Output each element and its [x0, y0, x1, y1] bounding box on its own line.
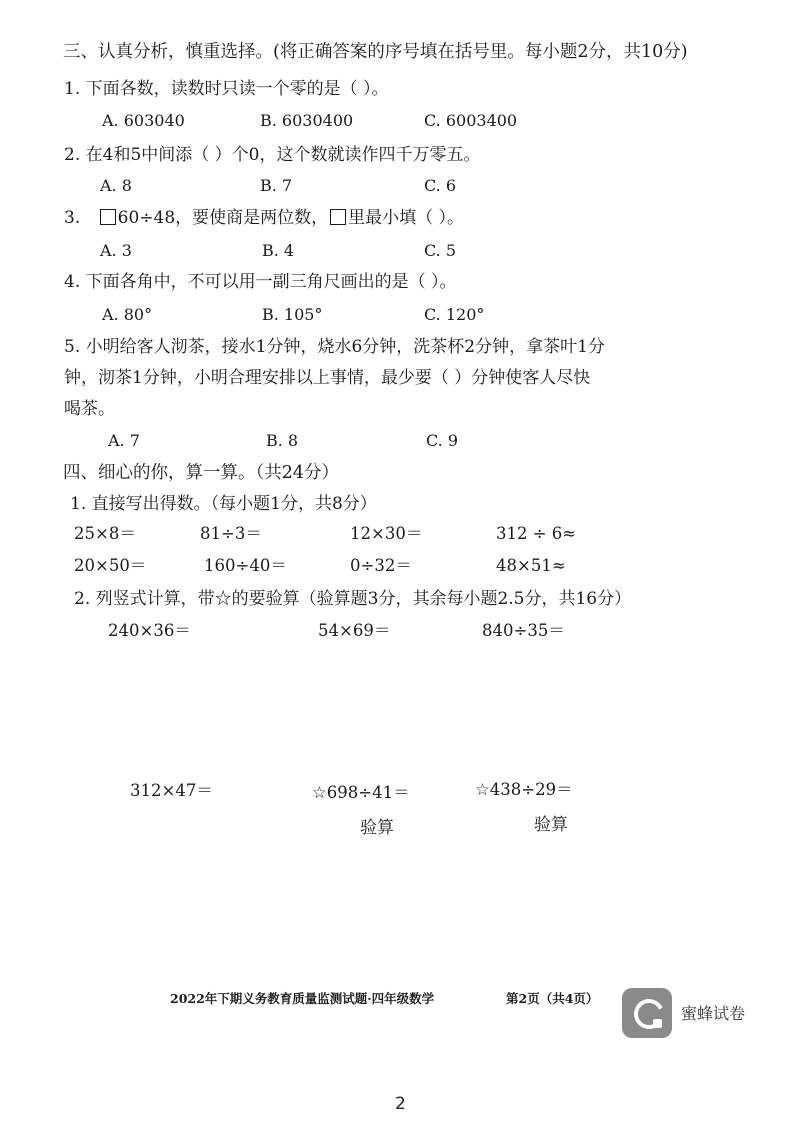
q4-option-b: B. 105° — [262, 305, 323, 324]
q1-text: 1. 下面各数，读数时只读一个零的是（ ）。 — [64, 79, 389, 99]
q5-option-b: B. 8 — [266, 431, 299, 450]
q2-text: 2. 在4和5中间添（ ）个0，这个数就读作四千万零五。 — [64, 145, 481, 165]
section4-part1-title: 1. 直接写出得数。（每小题1分，共8分） — [70, 494, 377, 514]
footer-exam-title: 2022年下期义务教育质量监测试题·四年级数学 — [170, 991, 435, 1006]
vertical-calc-6: ☆438÷29＝ — [475, 780, 573, 799]
q5-option-c: C. 9 — [426, 431, 459, 450]
q5-line1: 5. 小明给客人沏茶，接水1分钟，烧水6分钟，洗茶杯2分钟，拿茶叶1分 — [64, 337, 605, 357]
q1-option-a: A. 603040 — [102, 111, 185, 130]
check-label-2: 验算 — [534, 815, 568, 835]
page-number: 2 — [395, 1094, 406, 1114]
vertical-calc-4: 312×47＝ — [130, 781, 213, 800]
q2-option-c: C. 6 — [424, 176, 457, 195]
brand-logo-icon — [622, 988, 672, 1038]
q5-option-a: A. 7 — [108, 431, 140, 450]
section4-heading: 四、细心的你，算一算。（共24分） — [63, 463, 340, 483]
oral-calc-7: 0÷32＝ — [350, 556, 412, 575]
vertical-calc-3: 840÷35＝ — [482, 621, 565, 640]
oral-calc-6: 160÷40＝ — [204, 556, 287, 575]
q3-number: 3. — [64, 208, 81, 228]
q1-option-c: C. 6003400 — [424, 111, 518, 130]
q3-text-part2: 里最小填（ ）。 — [348, 208, 465, 228]
oral-calc-1: 25×8＝ — [74, 524, 136, 543]
q3-option-a: A. 3 — [100, 241, 132, 260]
oral-calc-8: 48×51≈ — [496, 556, 566, 575]
vertical-calc-5: ☆698÷41＝ — [312, 783, 410, 802]
blank-box-icon — [100, 209, 116, 225]
vertical-calc-1: 240×36＝ — [108, 621, 191, 640]
q3-option-c: C. 5 — [424, 241, 457, 260]
check-label-1: 验算 — [360, 818, 394, 838]
q1-option-b: B. 6030400 — [260, 111, 354, 130]
section3-heading: 三、认真分析，慎重选择。(将正确答案的序号填在括号里。每小题2分，共10分) — [63, 42, 688, 62]
section4-part2-title: 2. 列竖式计算，带☆的要验算（验算题3分，其余每小题2.5分，共16分） — [74, 589, 632, 609]
oral-calc-3: 12×30＝ — [350, 524, 423, 543]
q3-text-part1: 60÷48，要使商是两位数， — [117, 208, 329, 228]
q4-option-a: A. 80° — [102, 305, 153, 324]
q4-text: 4. 下面各角中，不可以用一副三角尺画出的是（ ）。 — [64, 272, 457, 292]
q3-option-b: B. 4 — [262, 241, 295, 260]
vertical-calc-2: 54×69＝ — [318, 621, 391, 640]
q3-text — [64, 207, 464, 229]
blank-box-icon — [330, 209, 346, 225]
q4-option-c: C. 120° — [424, 305, 485, 324]
brand-name: 蜜蜂试卷 — [681, 1004, 746, 1023]
footer-page-info: 第2页（共4页） — [506, 991, 599, 1006]
q2-option-a: A. 8 — [100, 176, 132, 195]
q5-line2: 钟，沏茶1分钟，小明合理安排以上事情，最少要（ ）分钟使客人尽快 — [64, 368, 591, 388]
q5-line3: 喝茶。 — [64, 399, 115, 419]
oral-calc-5: 20×50＝ — [74, 556, 147, 575]
oral-calc-4: 312 ÷ 6≈ — [496, 524, 577, 543]
oral-calc-2: 81÷3＝ — [200, 524, 262, 543]
q2-option-b: B. 7 — [260, 176, 293, 195]
